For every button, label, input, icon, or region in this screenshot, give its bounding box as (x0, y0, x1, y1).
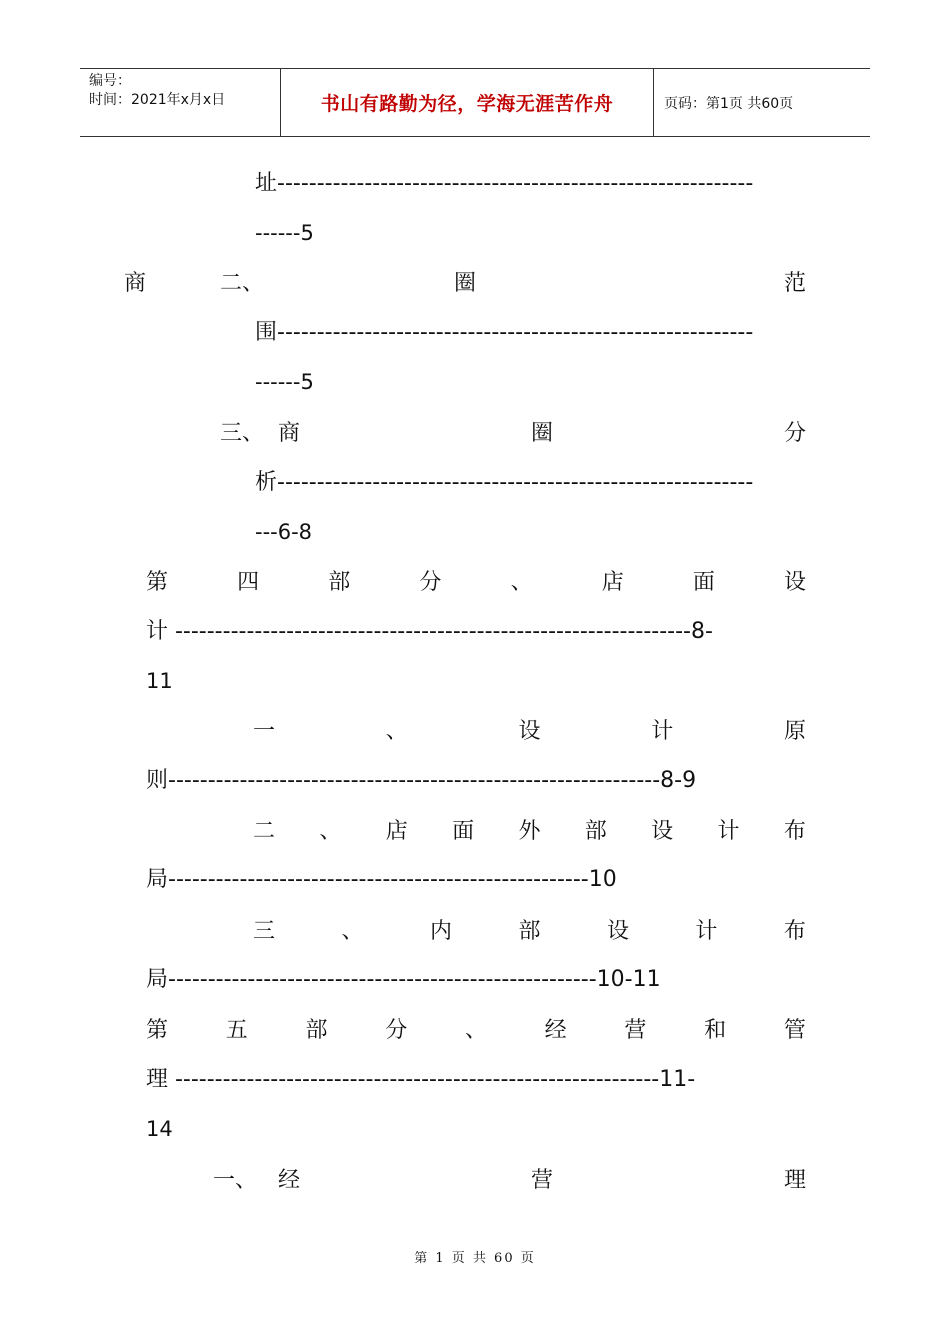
toc-word: 圈 (454, 271, 477, 296)
toc-word: 范 (783, 271, 806, 296)
toc-word: 二、 (220, 271, 265, 296)
toc-heading-row (124, 270, 806, 298)
page-footer: 第 1 页 共 60 页 (414, 1251, 536, 1266)
toc-word: 营 (531, 1168, 554, 1193)
header-motto: 书山有路勤为径，学海无涯苦作舟 (320, 93, 614, 115)
toc-line: 析------------------------------------------------------------ (255, 470, 754, 495)
toc-word: 计 (651, 719, 674, 744)
header-page-info-cell (654, 69, 870, 136)
toc-word: 部 (305, 1018, 328, 1043)
toc-line: 则--------------------------------------------------------------8-9 (146, 768, 697, 793)
toc-word: 店 (385, 819, 408, 844)
toc-word: 和 (704, 1018, 727, 1043)
header-meta (80, 69, 281, 136)
toc-word: 一 (253, 719, 276, 744)
toc-word: 外 (518, 819, 541, 844)
toc-line: 局------------------------------------------------------10-11 (146, 967, 661, 992)
toc-word: 二 (253, 819, 276, 844)
toc-section-heading (146, 569, 806, 597)
toc-word: 设 (518, 719, 541, 744)
toc-section-heading (146, 1017, 806, 1045)
toc-word: 经 (278, 1168, 301, 1193)
toc-word: 三 (253, 919, 276, 944)
toc-word: 商 (124, 271, 147, 296)
toc-word: 店 (601, 570, 624, 595)
toc-word: 、 (385, 719, 408, 744)
toc-word: 、 (510, 570, 533, 595)
toc-word: 第 (146, 570, 169, 595)
toc-word: 、 (319, 819, 342, 844)
toc-word: 布 (783, 819, 806, 844)
toc-word: 布 (783, 919, 806, 944)
toc-word: 营 (624, 1018, 647, 1043)
header-motto-cell (281, 69, 654, 136)
toc-word: 面 (452, 819, 475, 844)
toc-heading-row (253, 918, 806, 946)
toc-word: 商 (278, 421, 301, 446)
toc-line: 计 -----------------------------------------------------------------8- (146, 619, 713, 644)
toc-line: 址------------------------------------------------------------ (255, 171, 754, 196)
toc-word: 三、 (220, 421, 265, 446)
toc-word: 分 (385, 1018, 408, 1043)
toc-word: 设 (651, 819, 674, 844)
toc-word: 设 (783, 570, 806, 595)
toc-word: 分 (783, 421, 806, 446)
toc-line: 围------------------------------------------------------------ (255, 320, 754, 345)
toc-page-number: ---6-8 (255, 520, 313, 544)
toc-word: 圈 (531, 421, 554, 446)
toc-word: 部 (584, 819, 607, 844)
toc-page-number: ------5 (255, 221, 314, 245)
doc-number-label: 编号： (89, 73, 131, 89)
toc-word: 部 (328, 570, 351, 595)
page-header (80, 68, 870, 137)
toc-heading-row (213, 1167, 806, 1195)
toc-word: 理 (783, 1168, 806, 1193)
toc-page-number: ------5 (255, 370, 314, 394)
toc-word: 分 (419, 570, 442, 595)
toc-word: 一、 (213, 1168, 258, 1193)
toc-word: 管 (783, 1018, 806, 1043)
toc-heading-row (253, 718, 806, 746)
toc-word: 五 (225, 1018, 248, 1043)
toc-word: 原 (783, 719, 806, 744)
toc-word: 、 (464, 1018, 487, 1043)
toc-word: 计 (695, 919, 718, 944)
toc-word: 面 (692, 570, 715, 595)
toc-word: 、 (341, 919, 364, 944)
toc-line: 理 -------------------------------------------------------------11- (146, 1067, 696, 1092)
toc-line: 局-----------------------------------------------------10 (146, 867, 617, 892)
toc-word: 部 (518, 919, 541, 944)
toc-word: 四 (237, 570, 260, 595)
toc-word: 经 (544, 1018, 567, 1043)
toc-word: 第 (146, 1018, 169, 1043)
toc-page-number: 11 (146, 669, 173, 693)
header-page-info: 页码：第1页 共60页 (664, 95, 794, 112)
toc-page-number: 14 (146, 1117, 173, 1141)
toc-heading-row (220, 420, 806, 448)
toc-word: 内 (429, 919, 452, 944)
toc-word: 设 (606, 919, 629, 944)
doc-time-label: 时间：2021年x月x日 (89, 92, 226, 108)
toc-heading-row (253, 818, 806, 846)
toc-word: 计 (717, 819, 740, 844)
